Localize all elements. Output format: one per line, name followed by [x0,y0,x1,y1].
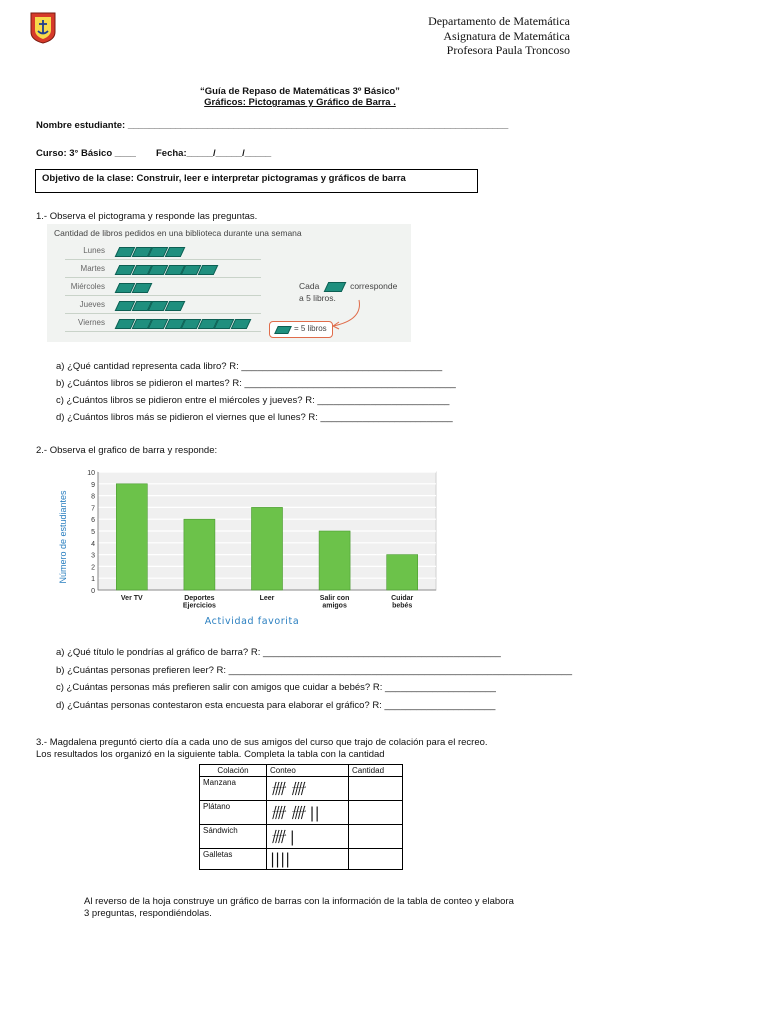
bar [252,507,283,590]
school-logo-icon [30,12,56,44]
closing-line-2: 3 preguntas, respondiéndolas. [84,908,212,919]
question-2b[interactable]: b) ¿Cuántas personas prefieren leer? R: _________________________________________________________________ [56,664,573,676]
tally-header-row [200,765,403,777]
pictogram-row-line [65,295,261,296]
book-icon [230,319,251,329]
header-conteo: Conteo [267,765,349,777]
y-tick-label: 3 [91,552,95,560]
course-field[interactable]: Curso: 3° Básico ____ [36,148,136,159]
question-2d[interactable]: d) ¿Cuántas personas contestaron esta encuesta para elaborar el gráfico? R: _____________________ [56,699,496,711]
pictogram-title: Cantidad de libros pedidos en una biblioteca durante una semana [54,228,302,238]
note-prefix: Cada [299,281,320,291]
row-tally: 卌 卌 || [267,801,349,825]
book-icon [164,301,185,311]
x-tick-label: bebés [392,602,413,610]
section3-prompt [36,737,488,761]
bar [387,555,418,590]
row-quantity-input[interactable] [349,801,403,825]
pictogram-row-line [65,277,261,278]
closing-line-1: Al reverso de la hoja construye un gráfico de barras con la información de la tabla de conteo y elabora [84,896,514,907]
row-tally: 卌 | [267,825,349,849]
table-row [200,849,403,870]
student-name-field[interactable]: Nombre estudiante: ________________________________________________________________________ [36,120,509,131]
pictogram-row-line [65,331,261,332]
y-tick-label: 9 [91,481,95,489]
row-item: Manzana [200,777,267,801]
question-1b[interactable]: b) ¿Cuántos libros se pidieron el martes? R: ________________________________________ [56,378,456,389]
objective-box [35,169,478,193]
table-row [200,777,403,801]
y-tick-label: 7 [91,505,95,513]
section2-questions [56,644,572,714]
x-axis-title: Actividad favorita [204,616,300,627]
pictogram-key [269,321,333,338]
row-item: Plátano [200,801,267,825]
row-quantity-input[interactable] [349,777,403,801]
question-2a[interactable]: a) ¿Qué título le pondrías al gráfico de barra? R: _____________________________________________ [56,647,501,658]
bar [116,484,147,590]
objective-text: Objetivo de la clase: Construir, leer e interpretar pictogramas y gráficos de barra [42,173,406,184]
section2-prompt: 2.- Observa el grafico de barra y responde: [36,445,218,456]
key-text: = 5 libros [294,324,327,333]
question-2c[interactable]: c) ¿Cuántas personas más prefieren salir con amigos que cuidar a bebés? R: _____________________ [56,682,496,693]
department-name: Departamento de Matemática [428,14,570,28]
book-icon [323,282,346,292]
pictogram-row-line [65,259,261,260]
closing-instructions [84,896,514,920]
y-tick-label: 1 [91,576,95,584]
x-tick-label: Deportes [184,595,215,602]
y-tick-label: 5 [91,529,95,536]
pictogram-day-label: Miércoles [70,282,105,291]
pictogram [47,224,411,342]
book-icon [274,326,292,334]
section3-prompt-line-1: 3.- Magdalena preguntó cierto día a cada uno de sus amigos del curso que trajo de colación para el recreo. [36,737,488,748]
bar [319,531,350,590]
row-tally: 卌 卌 [267,777,349,801]
x-tick-label: Ver TV [120,595,143,602]
tally-table [199,764,403,870]
book-icon [131,283,152,293]
section1-prompt: 1.- Observa el pictograma y responde las preguntas. [36,211,258,222]
section1-questions [56,358,456,426]
pictogram-row-line [65,313,261,314]
date-field[interactable]: Fecha:_____/_____/_____ [156,148,272,159]
y-tick-label: 0 [91,588,95,595]
question-1d[interactable]: d) ¿Cuántos libros más se pidieron el viernes que el lunes? R: _________________________ [56,412,453,423]
teacher-name: Profesora Paula Troncoso [446,43,570,57]
y-axis-title: Número de estudiantes [58,490,68,584]
x-tick-label: Salir con [319,595,350,602]
pictogram-day-label: Viernes [78,318,105,327]
pictogram-day-label: Martes [80,264,105,273]
x-tick-label: Leer [259,595,275,602]
subject-name: Asignatura de Matemática [443,28,570,43]
note-line-2: a 5 libros. [299,293,336,303]
header-cantidad: Cantidad [349,765,403,777]
bar-chart [52,466,440,632]
row-tally: |||| [267,849,349,870]
question-1c[interactable]: c) ¿Cuántos libros se pidieron entre el miércoles y jueves? R: _________________________ [56,395,450,406]
x-tick-label: amigos [322,602,347,610]
pictogram-day-label: Jueves [79,300,105,309]
book-icon [197,265,218,275]
x-tick-label: Ejercicios [182,602,216,610]
arrow-icon [329,298,369,332]
row-quantity-input[interactable] [349,849,403,870]
table-row [200,801,403,825]
table-row [200,825,403,849]
question-1a[interactable]: a) ¿Qué cantidad representa cada libro? R: ______________________________________ [56,361,443,372]
title-line-1: “Guía de Repaso de Matemáticas 3º Básico” [200,86,400,97]
document-title [0,86,600,108]
x-tick-label: Cuidar [391,595,414,602]
y-tick-label: 8 [91,493,95,501]
bar [184,519,215,590]
pictogram-day-label: Lunes [83,246,105,255]
row-item: Sándwich [200,825,267,849]
row-item: Galletas [200,849,267,870]
header-colacion: Colación [200,765,267,777]
y-tick-label: 2 [91,564,95,572]
note-suffix: corresponde [350,281,398,291]
row-quantity-input[interactable] [349,825,403,849]
y-tick-label: 6 [91,517,95,525]
title-line-2: Gráficos: Pictogramas y Gráfico de Barra . [204,97,396,108]
section3-prompt-line-2: Los resultados los organizó en la siguiente tabla. Completa la tabla con la cantidad [36,749,385,760]
department-header [428,14,570,58]
book-icon [164,247,185,257]
y-tick-label: 4 [91,540,95,548]
y-tick-label: 10 [87,470,95,477]
